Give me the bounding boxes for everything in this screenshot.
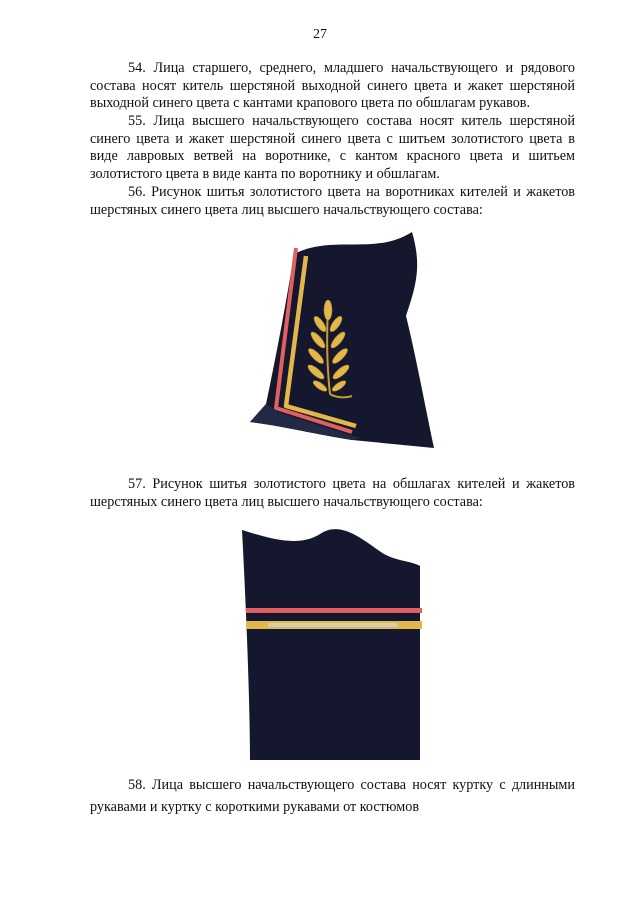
paragraph-55: 55. Лица высшего начальствующего состава носят китель шерстяной синего цвета и жакет шерстяной синего цвета с шитьем золотистого цвета в виде лавровых ветвей на воротнике, с кантом красного цвета и шитьем золотистого цвета в виде канта по воротнику и обшлагам.: [90, 113, 575, 182]
cuff-fabric: [242, 529, 420, 760]
silver-stitching: [268, 623, 398, 627]
paragraph-57: 57. Рисунок шитья золотистого цвета на обшлагах кителей и жакетов шерстяных синего цвета лиц высшего начальствующего состава:: [90, 476, 575, 510]
collar-embroidery-figure: [244, 226, 436, 454]
paragraph-54: 54. Лица старшего, среднего, младшего начальствующего и рядового состава носят китель шерстяной выходной синего цвета и жакет шерстяной выходной синего цвета с кантами крапового цвета по обшлагам рукавов.: [90, 60, 575, 112]
red-piping: [246, 608, 422, 613]
cuff-image: [238, 524, 426, 760]
collar-image: [244, 226, 436, 454]
page-number: 27: [313, 27, 327, 42]
paragraph-58: 58. Лица высшего начальствующего состава носят куртку с длинными рукавами и куртку с короткими рукавами от костюмов: [90, 777, 575, 815]
cuff-embroidery-figure: [238, 524, 426, 760]
paragraph-56: 56. Рисунок шитья золотистого цвета на воротниках кителей и жакетов шерстяных синего цвета лиц высшего начальствующего состава:: [90, 184, 575, 218]
